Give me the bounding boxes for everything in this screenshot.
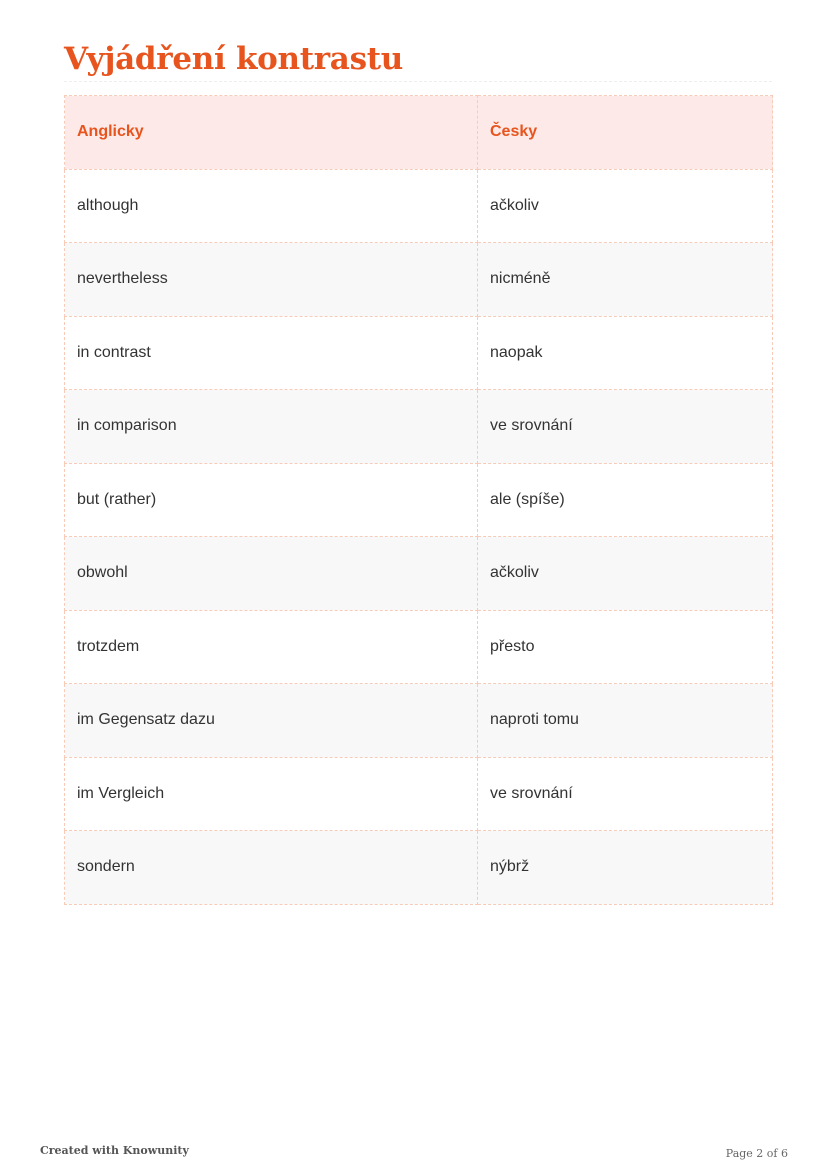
english-cell: im Vergleich — [65, 757, 478, 831]
page-title: Vyjádření kontrastu — [64, 41, 403, 77]
czech-cell: ve srovnání — [478, 390, 773, 464]
czech-cell: ale (spíše) — [478, 463, 773, 537]
czech-cell: nicméně — [478, 243, 773, 317]
czech-cell: ačkoliv — [478, 537, 773, 611]
table-row — [65, 831, 773, 905]
czech-cell: přesto — [478, 610, 773, 684]
english-cell: although — [65, 169, 478, 243]
english-cell: obwohl — [65, 537, 478, 611]
table-row — [65, 684, 773, 758]
english-cell: trotzdem — [65, 610, 478, 684]
czech-cell: nýbrž — [478, 831, 773, 905]
english-cell: but (rather) — [65, 463, 478, 537]
table-row — [65, 537, 773, 611]
page-number: Page 2 of 6 — [725, 1147, 788, 1160]
table-row — [65, 757, 773, 831]
czech-cell: naproti tomu — [478, 684, 773, 758]
czech-cell: ve srovnání — [478, 757, 773, 831]
column-header-english: Anglicky — [65, 96, 478, 170]
czech-cell: naopak — [478, 316, 773, 390]
table-row — [65, 610, 773, 684]
table-row — [65, 243, 773, 317]
table-header-row — [65, 96, 773, 170]
english-cell: in contrast — [65, 316, 478, 390]
english-cell: im Gegensatz dazu — [65, 684, 478, 758]
english-cell: in comparison — [65, 390, 478, 464]
vocabulary-table — [64, 95, 773, 905]
table-row — [65, 463, 773, 537]
column-header-czech: Česky — [478, 96, 773, 170]
title-divider — [64, 81, 772, 82]
table-row — [65, 316, 773, 390]
english-cell: sondern — [65, 831, 478, 905]
table-row — [65, 169, 773, 243]
footer-credit: Created with Knowunity — [40, 1144, 189, 1157]
table-row — [65, 390, 773, 464]
english-cell: nevertheless — [65, 243, 478, 317]
czech-cell: ačkoliv — [478, 169, 773, 243]
